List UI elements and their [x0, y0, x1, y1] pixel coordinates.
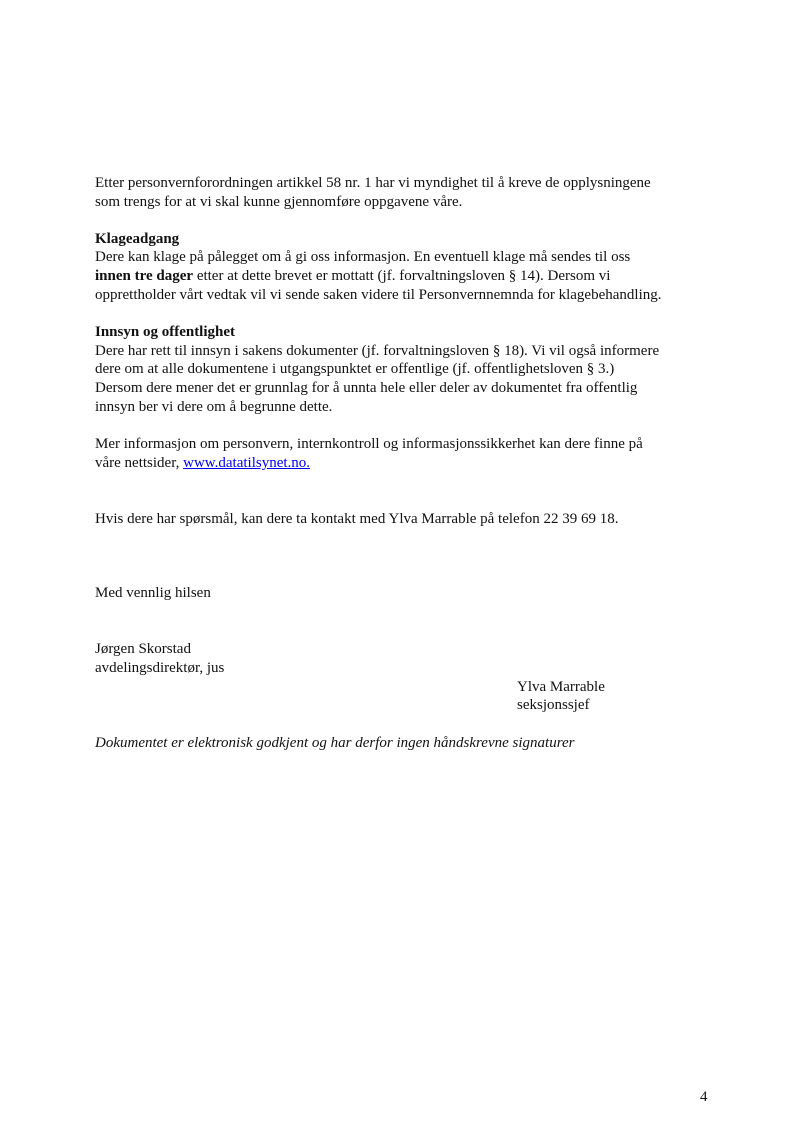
access-heading: Innsyn og offentlighet — [95, 324, 236, 340]
appeal-deadline-emphasis: innen tre dager — [95, 268, 194, 284]
access-line-1: Dere har rett til innsyn i sakens dokumenter (jf. forvaltningsloven § 18). Vi vil også informere — [95, 343, 660, 359]
closing-greeting: Med vennlig hilsen — [95, 585, 211, 601]
info-line-2-prefix: våre nettsider, — [95, 455, 184, 471]
page-number: 4 — [700, 1089, 708, 1105]
contact-line: Hvis dere har spørsmål, kan dere ta kontakt med Ylva Marrable på telefon 22 39 69 18. — [95, 511, 619, 527]
appeal-line-3: opprettholder vårt vedtak vil vi sende saken videre til Personvernnemnda for klagebehandling. — [95, 287, 662, 303]
info-line-1: Mer informasjon om personvern, internkontroll og informasjonssikkerhet kan dere finne på — [95, 436, 643, 452]
appeal-line-1: Dere kan klage på pålegget om å gi oss informasjon. En eventuell klage må sendes til oss — [95, 249, 631, 265]
signatory-1-title: avdelingsdirektør, jus — [95, 660, 225, 676]
access-line-2: dere om at alle dokumentene i utgangspunktet er offentlige (jf. offentlighetsloven § 3.) — [95, 361, 615, 377]
signatory-2-name: Ylva Marrable — [517, 679, 605, 695]
signatory-1-name: Jørgen Skorstad — [95, 641, 191, 657]
access-line-3: Dersom dere mener det er grunnlag for å unnta hele eller deler av dokumentet fra offentlig — [95, 380, 638, 396]
access-line-4: innsyn ber vi dere om å begrunne dette. — [95, 399, 333, 415]
intro-line-2: som trengs for at vi skal kunne gjennomføre oppgavene våre. — [95, 194, 463, 210]
electronic-approval-note: Dokumentet er elektronisk godkjent og har derfor ingen håndskrevne signaturer — [95, 735, 575, 751]
signatory-2-title: seksjonssjef — [517, 697, 590, 713]
appeal-line-2 — [95, 267, 610, 286]
info-line-2 — [95, 454, 310, 473]
website-link[interactable]: www.datatilsynet.no. — [183, 455, 311, 471]
appeal-line-2-rest: etter at dette brevet er mottatt (jf. forvaltningsloven § 14). Dersom vi — [193, 268, 611, 284]
appeal-heading: Klageadgang — [95, 231, 180, 247]
intro-line-1: Etter personvernforordningen artikkel 58 nr. 1 har vi myndighet til å kreve de opplysningene — [95, 175, 651, 191]
